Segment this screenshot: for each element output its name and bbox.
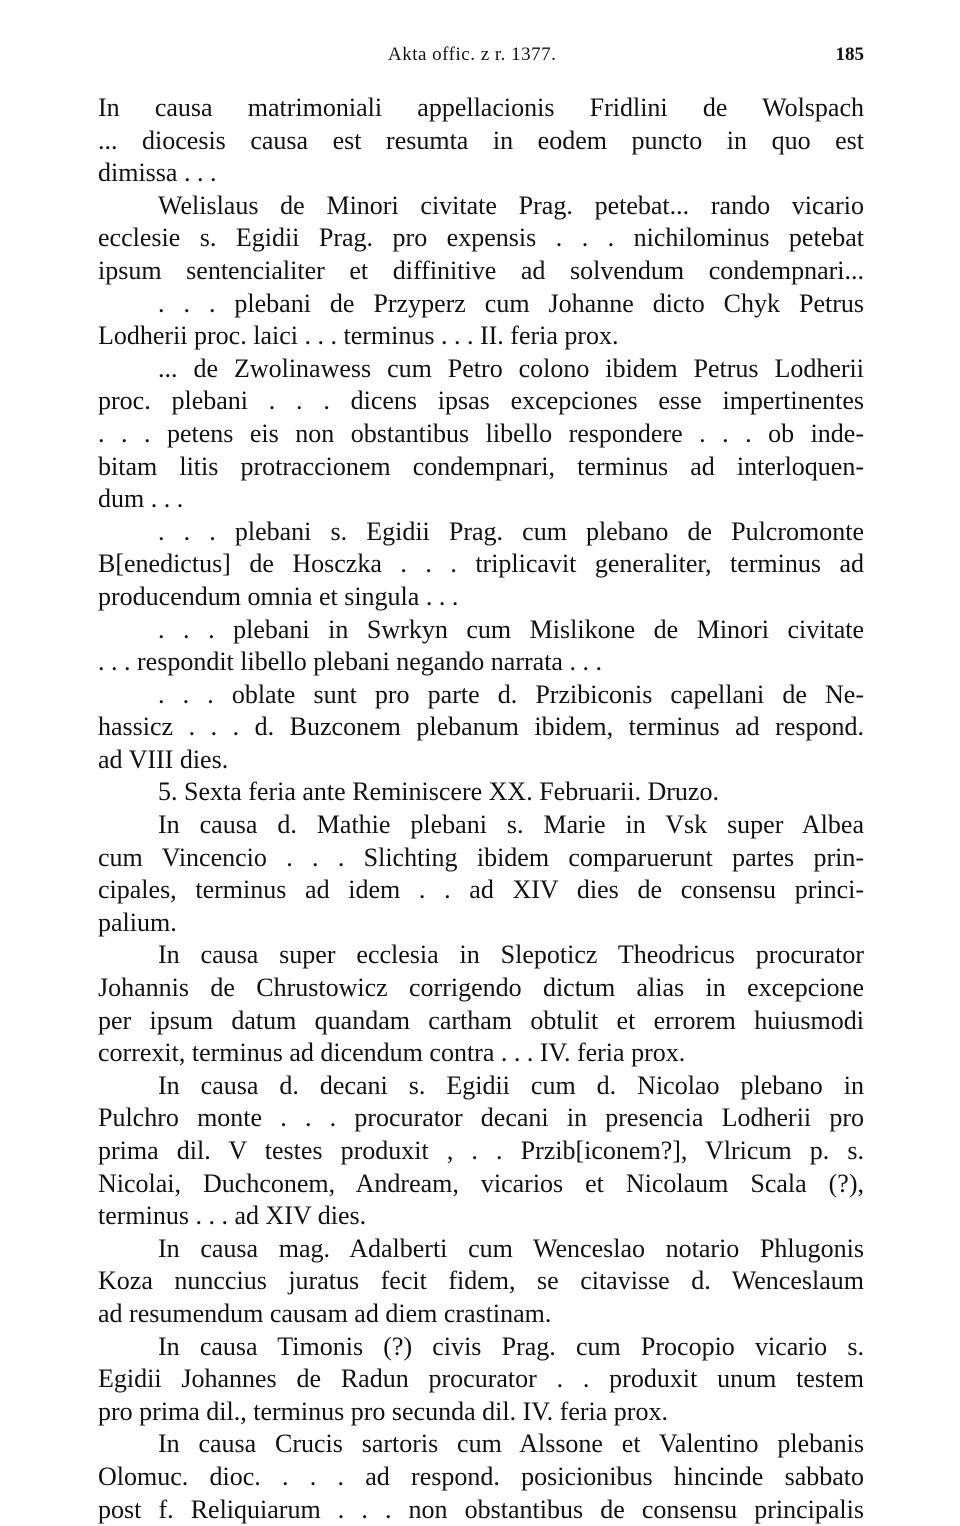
text-line: . . . plebani s. Egidii Prag. cum plebano de Pulcromonte [158,516,864,546]
text-line: ... diocesis causa est resumta in eodem puncto in quo est [98,125,864,155]
text-line: producendum omnia et singula . . . [98,581,459,611]
text-line: dum . . . [98,484,184,514]
page-number: 185 [835,44,864,65]
text-line: cum Vincencio . . . Slichting ibidem comparuerunt partes prin- [98,842,864,872]
text-line: terminus . . . ad XIV dies. [98,1201,367,1231]
text-line: 5. Sexta feria ante Reminiscere XX. Februarii. Druzo. [158,777,719,807]
text-line: B[enedictus] de Hosczka . . . triplicavit generaliter, terminus ad [98,549,864,579]
text-line: dimissa . . . [98,158,217,188]
text-line: In causa mag. Adalberti cum Wenceslao notario Phlugonis [158,1233,864,1263]
text-line: In causa d. decani s. Egidii cum d. Nicolao plebano in [158,1070,864,1100]
text-line: . . . plebani de Przyperz cum Johanne dicto Chyk Petrus [158,288,864,318]
text-line: . . . petens eis non obstantibus libello respondere . . . ob inde- [98,418,864,448]
text-line: ecclesie s. Egidii Prag. pro expensis . . . nichilominus petebat [98,223,864,253]
text-line: ad VIII dies. [98,744,229,774]
text-line: . . . plebani in Swrkyn cum Mislikone de Minori civitate [158,614,864,644]
text-line: In causa super ecclesia in Slepoticz Theodricus procurator [158,940,864,970]
text-line: In causa matrimoniali appellacionis Fridlini de Wolspach [98,93,864,122]
text-line: Lodherii proc. laici . . . terminus . . . II. feria prox. [98,321,619,351]
text-line: proc. plebani . . . dicens ipsas excepciones esse impertinentes [98,386,864,416]
text-line: pro prima dil., terminus pro secunda dil. IV. feria prox. [98,1396,668,1426]
text-line: In causa Timonis (?) civis Prag. cum Procopio vicario s. [158,1331,864,1361]
text-line: cipales, terminus ad idem . . ad XIV dies de consensu princi- [98,875,864,905]
text-line: ad resumendum causam ad diem crastinam. [98,1298,552,1328]
running-head: Akta offic. z r. 1377. [388,44,557,65]
text-line: ipsum sentencialiter et diffinitive ad solvendum condempnari... [98,255,864,285]
text-line: post f. Reliquiarum . . . non obstantibus de consensu principalis [98,1494,864,1524]
text-line: . . . oblate sunt pro parte d. Przibiconis capellani de Ne- [158,679,864,709]
body-text [98,92,864,1526]
text-line: bitam litis protraccionem condempnari, terminus ad interloquen- [98,451,864,481]
text-line: Koza nunccius juratus fecit fidem, se citavisse d. Wenceslaum [98,1266,864,1296]
text-line: palium. [98,907,177,937]
text-line: ... de Zwolinawess cum Petro colono ibidem Petrus Lodherii [158,353,864,383]
text-line: per ipsum datum quandam cartham obtulit et errorem huiusmodi [98,1005,864,1035]
text-line: In causa Crucis sartoris cum Alssone et Valentino plebanis [158,1429,864,1459]
text-line: . . . respondit libello plebani negando narrata . . . [98,647,602,677]
text-line: Johannis de Chrustowicz corrigendo dictum alias in excepcione [98,973,864,1003]
text-line: Nicolai, Duchconem, Andream, vicarios et Nicolaum Scala (?), [98,1168,864,1198]
text-line: correxit, terminus ad dicendum contra . . . IV. feria prox. [98,1038,686,1068]
text-line: hassicz . . . d. Buzconem plebanum ibidem, terminus ad respond. [98,712,864,742]
text-line: Pulchro monte . . . procurator decani in presencia Lodherii pro [98,1103,864,1133]
text-line: prima dil. V testes produxit , . . Przib[iconem?], Vlricum p. s. [98,1136,864,1165]
text-line: Egidii Johannes de Radun procurator . . produxit unum testem [98,1364,864,1394]
text-line: Olomuc. dioc. . . . ad respond. posicionibus hincinde sabbato [98,1461,864,1491]
text-line: In causa d. Mathie plebani s. Marie in Vsk super Albea [158,810,864,840]
text-line: Welislaus de Minori civitate Prag. petebat... rando vicario [158,190,864,220]
page-header [0,44,960,74]
